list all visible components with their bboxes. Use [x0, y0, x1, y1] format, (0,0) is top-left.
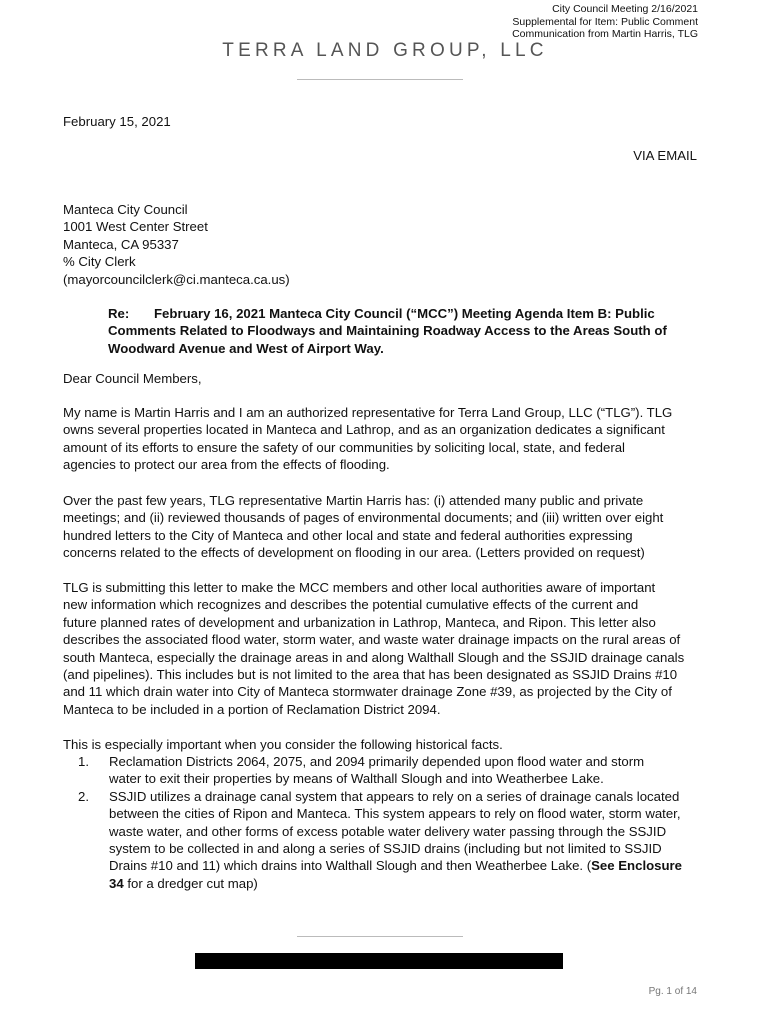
- list-line: waste water, and other forms of excess potable water delivery water passing through the SSJID: [109, 823, 667, 839]
- company-name: TERRA LAND GROUP, LLC: [222, 40, 548, 61]
- paragraph-line: amount of its efforts to ensure the safety of our communities by soliciting local, state, and federal: [63, 439, 625, 455]
- list-line: system to be collected in and along a series of SSJID drains (including but not limited to SSJID: [109, 841, 662, 857]
- paragraph-line: (and pipelines). This includes but is not limited to the area that has been designated as SSJID Drains #10: [63, 667, 678, 683]
- subject-line: [108, 305, 698, 357]
- list-line: water to exit their properties by means of Walthall Slough and into Weatherbee Lake.: [109, 771, 604, 787]
- list-text: Drains #10 and 11) which drains into Walthall Slough and then Weatherbee Lake. (: [109, 858, 592, 874]
- address-line: % City Clerk: [63, 254, 136, 270]
- list-item: [78, 788, 708, 892]
- paragraph-line: My name is Martin Harris and I am an authorized representative for Terra Land Group, LLC (“TLG”). TLG: [63, 405, 673, 420]
- list-line: Reclamation Districts 2064, 2075, and 2094 primarily depended upon flood water and storm: [109, 754, 645, 769]
- paragraph-line: concerns related to the effects of development on flooding in our area. (Letters provided on request): [63, 545, 645, 561]
- letter-date: February 15, 2021: [63, 114, 171, 129]
- list-line: [109, 875, 708, 892]
- address-line: 1001 West Center Street: [63, 219, 208, 235]
- paragraph-history: [63, 492, 701, 562]
- paragraph-line: new information which recognizes and describes the potential cumulative effects of the current and: [63, 597, 639, 613]
- paragraph-line: TLG is submitting this letter to make the MCC members and other local authorities aware of important: [63, 580, 656, 595]
- paragraph-line: agencies to protect our area from the effects of flooding.: [63, 457, 390, 473]
- subject-text: Woodward Avenue and West of Airport Way.: [108, 340, 384, 356]
- paragraph-purpose: [63, 579, 701, 718]
- paragraph-line: south Manteca, especially the drainage areas in and along Walthall Slough and the SSJID drainage canals: [63, 649, 685, 665]
- subject-text: Comments Related to Floodways and Maintaining Roadway Access to the Areas South of: [108, 323, 667, 339]
- paragraph-line: and 11 which drain water into City of Manteca stormwater drainage Zone #39, as projected by the City of: [63, 684, 672, 700]
- list-number: 1.: [78, 754, 89, 769]
- historical-facts-list: [78, 753, 708, 892]
- list-line: [109, 857, 708, 874]
- subject-label: Re:: [108, 306, 130, 321]
- list-line: SSJID utilizes a drainage canal system that appears to rely on a series of drainage canals located: [109, 788, 680, 804]
- meeting-stamp: [512, 3, 698, 41]
- list-number: 2.: [78, 788, 89, 804]
- enclosure-number: 34: [109, 875, 124, 891]
- address-line: Manteca, CA 95337: [63, 236, 179, 252]
- stamp-line: City Council Meeting 2/16/2021: [552, 3, 698, 15]
- list-line: between the cities of Ripon and Manteca. This system appears to rely on flood water, storm water,: [109, 806, 681, 822]
- list-item: [78, 753, 708, 788]
- recipient-address: [63, 201, 701, 288]
- address-line: Manteca City Council: [63, 202, 188, 217]
- salutation: Dear Council Members,: [63, 371, 202, 386]
- stamp-line: Communication from Martin Harris, TLG: [512, 28, 698, 40]
- subject-text: February 16, 2021 Manteca City Council (“MCC”) Meeting Agenda Item B: Public: [154, 306, 655, 321]
- page-number: Pg. 1 of 14: [648, 986, 697, 997]
- list-text: for a dredger cut map): [123, 875, 258, 891]
- enclosure-reference: See Enclosure: [591, 858, 683, 874]
- letterhead-divider: [297, 79, 463, 80]
- paragraph-line: Manteca to be included in a portion of Reclamation District 2094.: [63, 701, 441, 717]
- paragraph-line: Over the past few years, TLG representative Martin Harris has: (i) attended many public and private: [63, 493, 644, 508]
- redaction-bar: [195, 953, 563, 969]
- paragraph-line: future planned rates of development and urbanization in Lathrop, Manteca, and Ripon. This letter also: [63, 614, 656, 630]
- address-line: (mayorcouncilclerk@ci.manteca.ca.us): [63, 271, 290, 287]
- paragraph-line: meetings; and (ii) reviewed thousands of pages of environmental documents; and (iii) written over eight: [63, 510, 664, 526]
- stamp-line: Supplemental for Item: Public Comment: [512, 15, 698, 28]
- footer-divider: [297, 936, 463, 937]
- paragraph-line: describes the associated flood water, storm water, and waste water drainage impacts on the rural areas of: [63, 632, 681, 648]
- paragraph-introduction: [63, 404, 701, 474]
- list-intro: This is especially important when you consider the following historical facts.: [63, 737, 503, 752]
- delivery-method: VIA EMAIL: [633, 148, 697, 163]
- paragraph-line: owns several properties located in Manteca and Lathrop, and as an organization dedicates a significant: [63, 422, 665, 438]
- paragraph-line: hundred letters to the City of Manteca and other local and state and federal authorities expressing: [63, 527, 633, 543]
